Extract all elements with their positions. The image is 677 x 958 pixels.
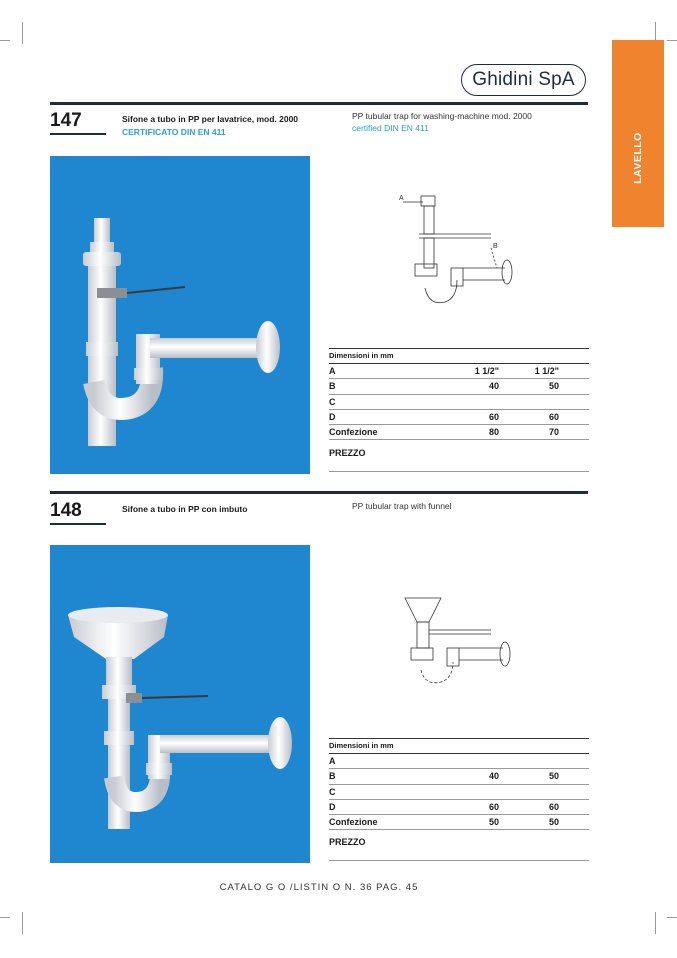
section-tab[interactable]: [612, 40, 664, 227]
product-title-it: Sifone a tubo in PP con imbuto: [122, 504, 248, 514]
price-rule: [329, 860, 589, 861]
dimensions-header: Dimensioni in mm: [329, 348, 589, 364]
product-photo: [50, 545, 310, 863]
price-label: PREZZO: [329, 837, 366, 847]
product-title-it: Sifone a tubo in PP per lavatrice, mod. 2000: [122, 114, 299, 124]
table-row: C: [329, 785, 589, 800]
crop-mark: [667, 40, 677, 41]
crop-mark: [655, 912, 656, 934]
technical-drawing: [395, 188, 525, 313]
table-row: D 60 60: [329, 800, 589, 815]
dimensions-table: [329, 738, 589, 830]
header-rule: [50, 102, 588, 105]
crop-mark: [667, 917, 677, 918]
crop-mark: [22, 912, 23, 934]
funnel-trap-image: [50, 545, 310, 863]
product-title-en: PP tubular trap with funnel: [352, 501, 452, 511]
table-row: D 60 60: [329, 410, 589, 425]
crop-mark: [22, 22, 23, 44]
page-footer: CATALO G O /LISTIN O N. 36 PAG. 45: [219, 882, 419, 893]
dimensions-table: [329, 348, 589, 440]
product-cert-en: certified DIN EN 411: [352, 123, 429, 133]
table-row: A: [329, 754, 589, 769]
price-label: PREZZO: [329, 448, 366, 458]
table-row: C: [329, 395, 589, 410]
technical-drawing: [395, 590, 525, 700]
price-rule: [329, 471, 589, 472]
brand-logo: Ghidini SpA: [461, 64, 586, 96]
product-cert-it: CERTIFICATO DIN EN 411: [122, 127, 226, 137]
table-row: B 40 50: [329, 769, 589, 784]
product-number-rule: [50, 133, 106, 135]
product-title-en: PP tubular trap for washing-machine mod. 2000: [352, 111, 532, 121]
product-number: 148: [50, 500, 82, 521]
drawing-label-a: A: [399, 195, 404, 202]
dimensions-header: Dimensioni in mm: [329, 738, 589, 754]
product-number: 147: [50, 110, 82, 131]
table-row: A 1 1/2" 1 1/2": [329, 364, 589, 379]
table-row: B 40 50: [329, 379, 589, 394]
table-row: Confezione 50 50: [329, 815, 589, 830]
washing-machine-trap-image: [50, 156, 310, 474]
section-separator: [50, 491, 588, 494]
crop-mark: [0, 40, 10, 41]
drawing-label-b: B: [493, 243, 498, 250]
product-photo: [50, 156, 310, 474]
crop-mark: [0, 917, 10, 918]
product-number-rule: [50, 523, 106, 525]
table-row: Confezione 80 70: [329, 425, 589, 440]
section-tab-label: LAVELLO: [632, 132, 644, 184]
